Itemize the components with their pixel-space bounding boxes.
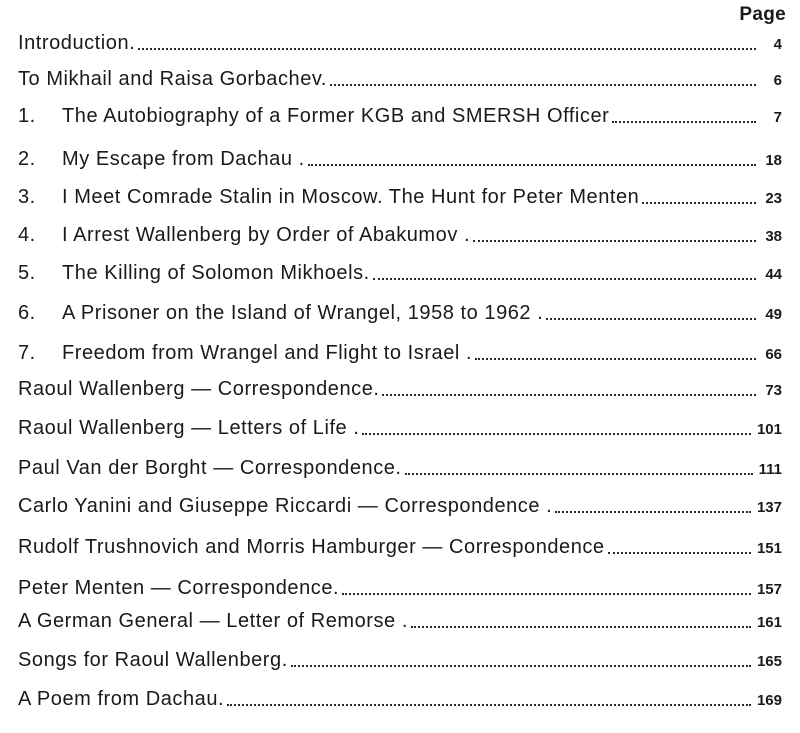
- toc-entry: [18, 642, 782, 672]
- toc-entry-title: The Autobiography of a Former KGB and SMERSH Officer: [62, 105, 610, 127]
- toc-entry-title: I Arrest Wallenberg by Order of Abakumov .: [62, 224, 471, 246]
- toc-entry-title: A Poem from Dachau.: [18, 688, 225, 710]
- dot-leader: [546, 318, 756, 320]
- dot-leader: [291, 665, 751, 667]
- toc-entry: [18, 141, 782, 171]
- dot-leader: [362, 433, 751, 435]
- toc-entry: [18, 255, 782, 285]
- toc-entry-page: 157: [756, 581, 782, 598]
- toc-entry: [18, 570, 782, 600]
- toc-entry-page: 161: [756, 614, 782, 631]
- dot-leader: [227, 704, 751, 706]
- toc-entry-title: Paul Van der Borght — Correspondence.: [18, 457, 402, 479]
- toc-entry-page: 169: [756, 692, 782, 709]
- toc-entry: [18, 98, 782, 128]
- toc-entry-number: 5.: [18, 262, 36, 284]
- toc-entry-title: Raoul Wallenberg — Letters of Life .: [18, 417, 360, 439]
- toc-entry-page: 73: [765, 382, 782, 399]
- toc-entry-page: 6: [773, 72, 782, 89]
- toc-entry-page: 66: [765, 346, 782, 363]
- toc-entry-page: 49: [765, 306, 782, 323]
- toc-entry-page: 165: [756, 653, 782, 670]
- toc-entry-page: 44: [765, 266, 782, 283]
- toc-entry: [18, 335, 782, 365]
- toc-entry-number: 3.: [18, 186, 36, 208]
- toc-entry-number: 6.: [18, 302, 36, 324]
- toc-entry-number: 4.: [18, 224, 36, 246]
- toc-entry-number: 1.: [18, 105, 36, 127]
- dot-leader: [308, 164, 756, 166]
- toc-entry: [18, 295, 782, 325]
- toc-entry: [18, 25, 782, 55]
- toc-entry-page: 137: [756, 499, 782, 516]
- toc-entry-page: 7: [773, 109, 782, 126]
- toc-entry-title: Raoul Wallenberg — Correspondence.: [18, 378, 380, 400]
- toc-entry: [18, 217, 782, 247]
- toc-entry-title: Freedom from Wrangel and Flight to Israel .: [62, 342, 473, 364]
- dot-leader: [411, 626, 751, 628]
- dot-leader: [473, 240, 756, 242]
- toc-entry: [18, 603, 782, 633]
- toc-entry-title: My Escape from Dachau .: [62, 148, 305, 170]
- toc-entry-title: A Prisoner on the Island of Wrangel, 1958 to 1962 .: [62, 302, 544, 324]
- toc-entry: [18, 529, 782, 559]
- dot-leader: [138, 48, 756, 50]
- toc-entry-number: 7.: [18, 342, 36, 364]
- toc-entry-page: 38: [765, 228, 782, 245]
- toc-entry-page: 4: [773, 36, 782, 53]
- toc-entry: [18, 371, 782, 401]
- toc-entry-title: Carlo Yanini and Giuseppe Riccardi — Correspondence .: [18, 495, 553, 517]
- dot-leader: [382, 394, 756, 396]
- dot-leader: [475, 358, 756, 360]
- toc-entry-title: To Mikhail and Raisa Gorbachev.: [18, 68, 328, 90]
- dot-leader: [612, 121, 756, 123]
- toc-entry-title: Introduction.: [18, 32, 136, 54]
- dot-leader: [342, 593, 751, 595]
- toc-entry: [18, 410, 782, 440]
- toc-entry-title: I Meet Comrade Stalin in Moscow. The Hunt for Peter Menten: [62, 186, 640, 208]
- toc-entry-title: Rudolf Trushnovich and Morris Hamburger — Correspondence: [18, 536, 605, 558]
- toc-entry: [18, 488, 782, 518]
- toc-entry-title: The Killing of Solomon Mikhoels.: [62, 262, 370, 284]
- toc-entry: [18, 61, 782, 91]
- toc-entry-page: 111: [758, 461, 782, 478]
- toc-entry-page: 18: [765, 152, 782, 169]
- toc-entry-page: 151: [756, 540, 782, 557]
- dot-leader: [555, 511, 751, 513]
- toc-entry-page: 23: [765, 190, 782, 207]
- toc-entry-title: Songs for Raoul Wallenberg.: [18, 649, 288, 671]
- toc-entry-title: A German General — Letter of Remorse .: [18, 610, 408, 632]
- dot-leader: [405, 473, 753, 475]
- dot-leader: [642, 202, 756, 204]
- page-column-header: Page: [739, 4, 786, 25]
- dot-leader: [608, 552, 751, 554]
- toc-entry-page: 101: [756, 421, 782, 438]
- toc-entry: [18, 681, 782, 711]
- toc-entry: [18, 450, 782, 480]
- dot-leader: [330, 84, 756, 86]
- toc-entry-title: Peter Menten — Correspondence.: [18, 577, 340, 599]
- dot-leader: [373, 278, 756, 280]
- toc-entry-number: 2.: [18, 148, 36, 170]
- toc-entry: [18, 179, 782, 209]
